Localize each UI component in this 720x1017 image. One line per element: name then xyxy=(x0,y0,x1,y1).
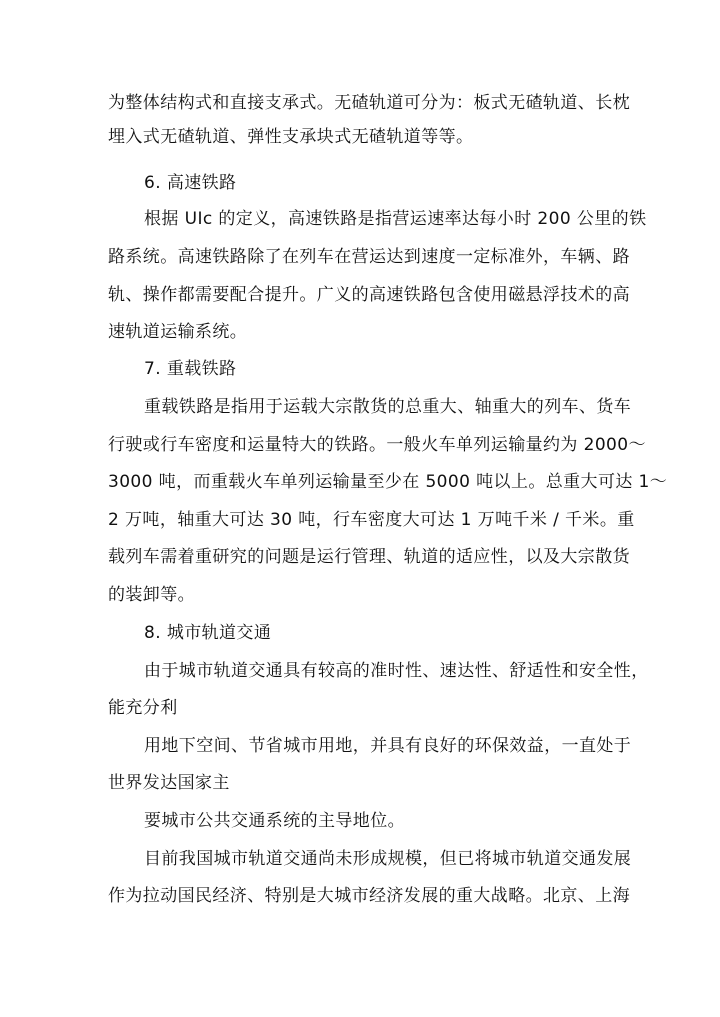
text-line: 由于城市轨道交通具有较高的准时性、速达性、舒适性和安全性， xyxy=(144,661,649,681)
text-line: 世界发达国家主 xyxy=(108,773,230,793)
text-line: 能充分利 xyxy=(108,698,178,718)
text-line: 速轨道运输系统。 xyxy=(108,322,248,342)
text-line: 埋入式无碴轨道、弹性支承块式无碴轨道等等。 xyxy=(108,127,474,147)
text-line: 载列车需着重研究的问题是运行管理、轨道的适应性，以及大宗散货 xyxy=(108,547,630,567)
text-line: 根据 UIc 的定义，高速铁路是指营运速率达每小时 200 公里的铁 xyxy=(144,209,647,229)
text-line: 重载铁路是指用于运载大宗散货的总重大、轴重大的列车、货车 xyxy=(144,397,632,417)
text-line: 轨、操作都需要配合提升。广义的高速铁路包含使用磁悬浮技术的高 xyxy=(108,285,630,305)
text-line: 2 万吨，轴重大可达 30 吨，行车密度大可达 1 万吨千米 / 千米。重 xyxy=(108,510,635,530)
text-line: 3000 吨，而重载火车单列运输量至少在 5000 吨以上。总重大可达 1～ xyxy=(108,472,668,492)
text-line: 作为拉动国民经济、特别是大城市经济发展的重大战略。北京、上海 xyxy=(108,886,630,906)
text-line: 的装卸等。 xyxy=(108,585,195,605)
text-line: 6. 高速铁路 xyxy=(144,173,237,193)
text-line: 目前我国城市轨道交通尚未形成规模，但已将城市轨道交通发展 xyxy=(144,849,632,869)
text-line: 7. 重载铁路 xyxy=(144,359,237,379)
text-line: 8. 城市轨道交通 xyxy=(144,623,272,643)
text-line: 要城市公共交通系统的主导地位。 xyxy=(144,811,405,831)
text-line: 路系统。高速铁路除了在列车在营运达到速度一定标准外，车辆、路 xyxy=(108,247,630,267)
text-line: 为整体结构式和直接支承式。无碴轨道可分为：板式无碴轨道、长枕 xyxy=(108,93,630,113)
text-line: 用地下空间、节省城市用地，并具有良好的环保效益，一直处于 xyxy=(144,736,632,756)
text-line: 行驶或行车密度和运量特大的铁路。一般火车单列运输量约为 2000～ xyxy=(108,435,646,455)
